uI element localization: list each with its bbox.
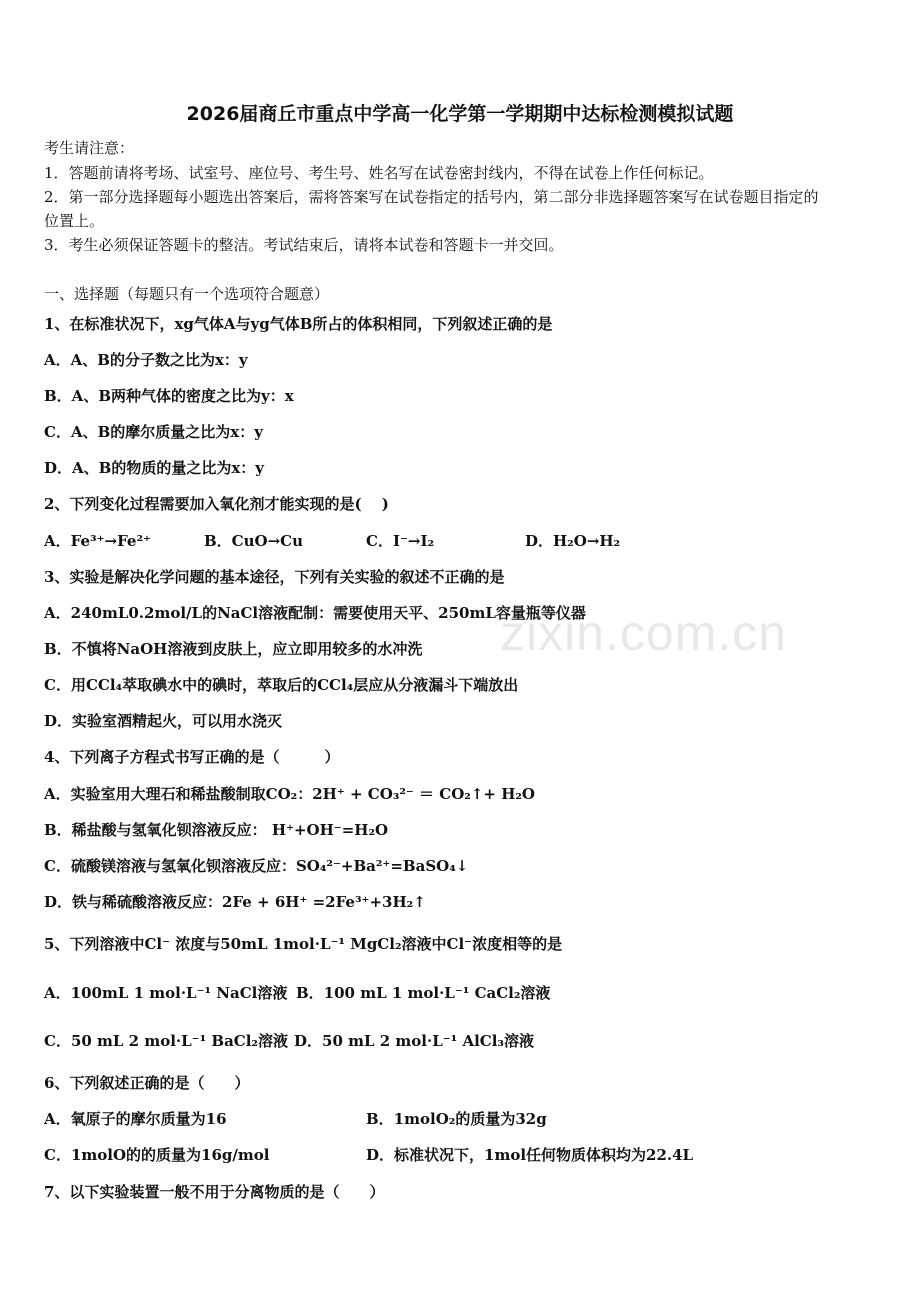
question-1-option-b: B．A、B两种气体的密度之比为y：x — [44, 387, 294, 405]
question-2-option-b: B．CuO→Cu — [204, 532, 304, 550]
question-6-option-b: B．1molO₂的质量为32g — [366, 1110, 547, 1128]
question-4-option-a: A．实验室用大理石和稀盐酸制取CO₂：2H⁺ + CO₃²⁻ ＝ CO₂↑+ H₂O — [44, 785, 536, 803]
question-5-option-b: B．100 mL 1 mol·L⁻¹ CaCl₂溶液 — [296, 984, 551, 1002]
section-heading: 一、选择题（每题只有一个选项符合题意） — [44, 285, 330, 303]
question-6-option-c: C．1molO的的质量为16g/mol — [44, 1146, 270, 1164]
question-4-option-c: C．硫酸镁溶液与氢氧化钡溶液反应：SO₄²⁻+Ba²⁺=BaSO₄↓ — [44, 857, 469, 875]
question-5-option-a: A．100mL 1 mol·L⁻¹ NaCl溶液 — [44, 984, 288, 1002]
question-7-stem: 7、以下实验装置一般不用于分离物质的是（ ） — [44, 1183, 385, 1201]
notice-heading: 考生请注意： — [44, 139, 135, 157]
notice-item-2: 2．第一部分选择题每小题选出答案后，需将答案写在试卷指定的括号内，第二部分非选择题答案写在试卷题目指定的 — [44, 188, 819, 206]
question-5-option-c: C．50 mL 2 mol·L⁻¹ BaCl₂溶液 — [44, 1032, 288, 1050]
question-2-option-c: C．I⁻→I₂ — [366, 532, 435, 550]
question-2-stem: 2、下列变化过程需要加入氧化剂才能实现的是( ) — [44, 495, 389, 513]
question-1-option-a: A．A、B的分子数之比为x：y — [44, 351, 248, 369]
question-3-option-c: C．用CCl₄萃取碘水中的碘时，萃取后的CCl₄层应从分液漏斗下端放出 — [44, 676, 519, 694]
question-4-option-b: B．稀盐酸与氢氧化钡溶液反应： H⁺+OH⁻=H₂O — [44, 821, 389, 839]
question-3-stem: 3、实验是解决化学问题的基本途径，下列有关实验的叙述不正确的是 — [44, 568, 505, 586]
question-6-option-d: D．标准状况下，1mol任何物质体积均为22.4L — [366, 1146, 694, 1164]
notice-item-2-cont: 位置上。 — [44, 212, 105, 230]
question-2-option-d: D．H₂O→H₂ — [525, 532, 621, 550]
question-1-stem: 1、在标准状况下，xg气体A与yg气体B所占的体积相同，下列叙述正确的是 — [44, 315, 553, 333]
notice-item-1: 1．答题前请将考场、试室号、座位号、考生号、姓名写在试卷密封线内，不得在试卷上作任何标记。 — [44, 164, 714, 182]
question-3-option-d: D．实验室酒精起火，可以用水浇灭 — [44, 712, 283, 730]
question-6-option-a: A．氧原子的摩尔质量为16 — [44, 1110, 227, 1128]
question-2-option-a: A．Fe³⁺→Fe²⁺ — [44, 532, 151, 550]
question-5-option-d: D．50 mL 2 mol·L⁻¹ AlCl₃溶液 — [294, 1032, 535, 1050]
notice-item-3: 3．考生必须保证答题卡的整洁。考试结束后，请将本试卷和答题卡一并交回。 — [44, 236, 564, 254]
question-3-option-b: B．不慎将NaOH溶液到皮肤上，应立即用较多的水冲洗 — [44, 640, 423, 658]
question-5-stem: 5、下列溶液中Cl⁻ 浓度与50mL 1mol·L⁻¹ MgCl₂溶液中Cl⁻浓度相等的是 — [44, 935, 563, 953]
question-1-option-c: C．A、B的摩尔质量之比为x：y — [44, 423, 263, 441]
question-1-option-d: D．A、B的物质的量之比为x：y — [44, 459, 264, 477]
question-6-stem: 6、下列叙述正确的是（ ） — [44, 1074, 250, 1092]
watermark: zixin.com.cn — [500, 605, 788, 661]
page-title: 2026届商丘市重点中学高一化学第一学期期中达标检测模拟试题 — [186, 103, 734, 125]
question-3-option-a: A．240mL0.2mol/L的NaCl溶液配制：需要使用天平、250mL容量瓶等仪器 — [44, 604, 586, 622]
question-4-stem: 4、下列离子方程式书写正确的是（ ） — [44, 748, 340, 766]
question-4-option-d: D．铁与稀硫酸溶液反应：2Fe + 6H⁺ =2Fe³⁺+3H₂↑ — [44, 893, 426, 911]
